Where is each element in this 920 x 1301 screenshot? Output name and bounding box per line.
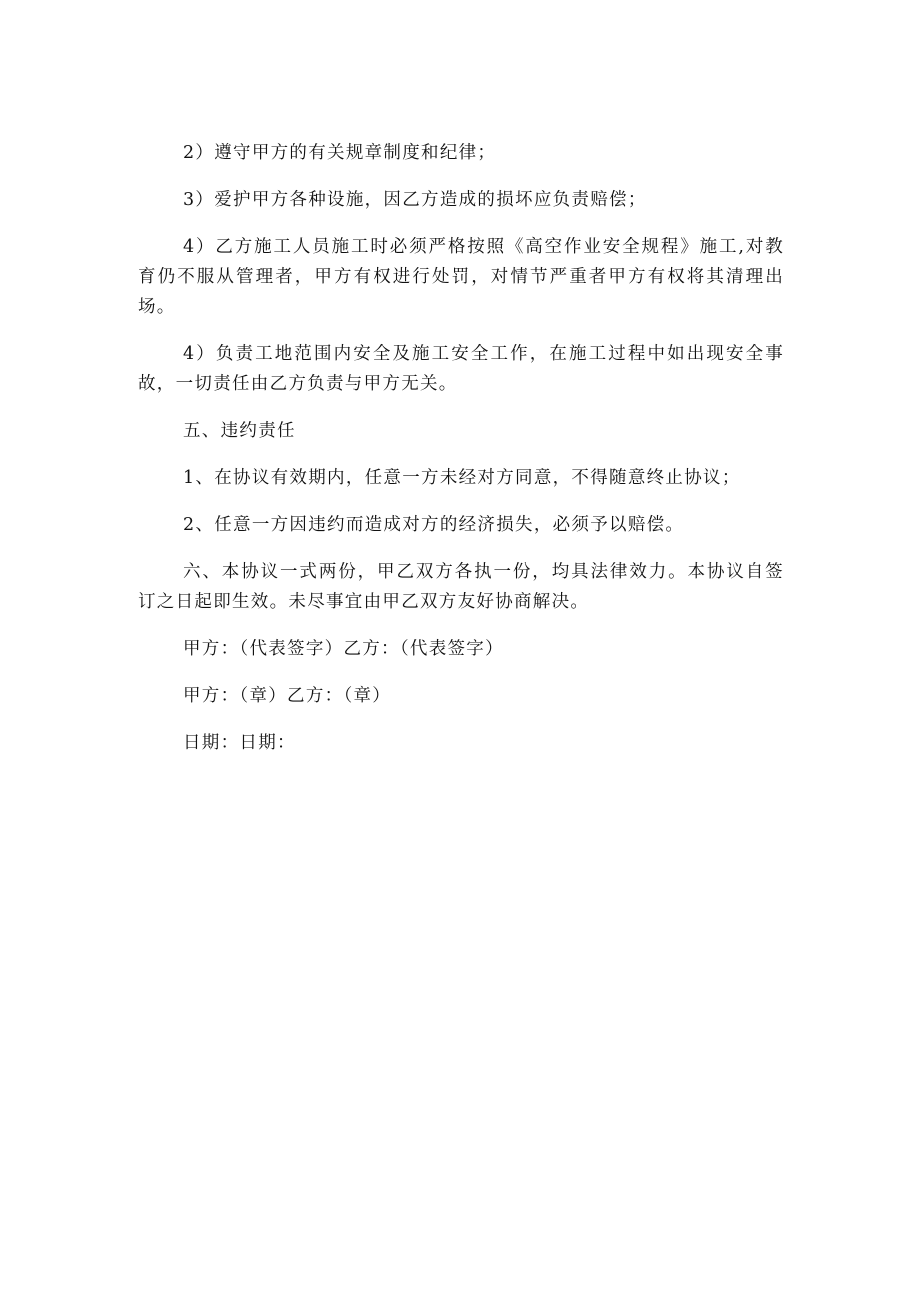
clause-4-site-safety: 4）负责工地范围内安全及施工安全工作，在施工过程中如出现安全事故，一切责任由乙方负责与甲方无关。 xyxy=(138,344,784,394)
clause-4-construction-safety-rules: 4）乙方施工人员施工时必须严格按照《高空作业安全规程》施工,对教育仍不服从管理者，甲方有权进行处罚，对情节严重者甲方有权将其清理出场。 xyxy=(138,237,784,317)
clause-2-rules: 2）遵守甲方的有关规章制度和纪律； xyxy=(183,143,497,163)
section-six-copies: 六、本协议一式两份，甲乙双方各执一份，均具法律效力。本协议自签订之日起即生效。未尽事宜由甲乙双方友好协商解决。 xyxy=(138,562,784,612)
section-heading-breach: 五、违约责任 xyxy=(183,421,296,441)
breach-clause-1: 1、在协议有效期内，任意一方未经对方同意，不得随意终止协议； xyxy=(183,468,741,488)
document-body xyxy=(138,138,784,775)
signature-line-representative: 甲方：（代表签字）乙方：（代表签字） xyxy=(183,639,504,659)
signature-line-seal: 甲方：（章）乙方：（章） xyxy=(183,686,392,706)
date-line: 日期：日期： xyxy=(183,733,296,753)
breach-clause-2: 2、任意一方因违约而造成对方的经济损失，必须予以赔偿。 xyxy=(183,515,685,535)
clause-3-facilities: 3）爱护甲方各种设施，因乙方造成的损坏应负责赔偿； xyxy=(183,190,647,210)
